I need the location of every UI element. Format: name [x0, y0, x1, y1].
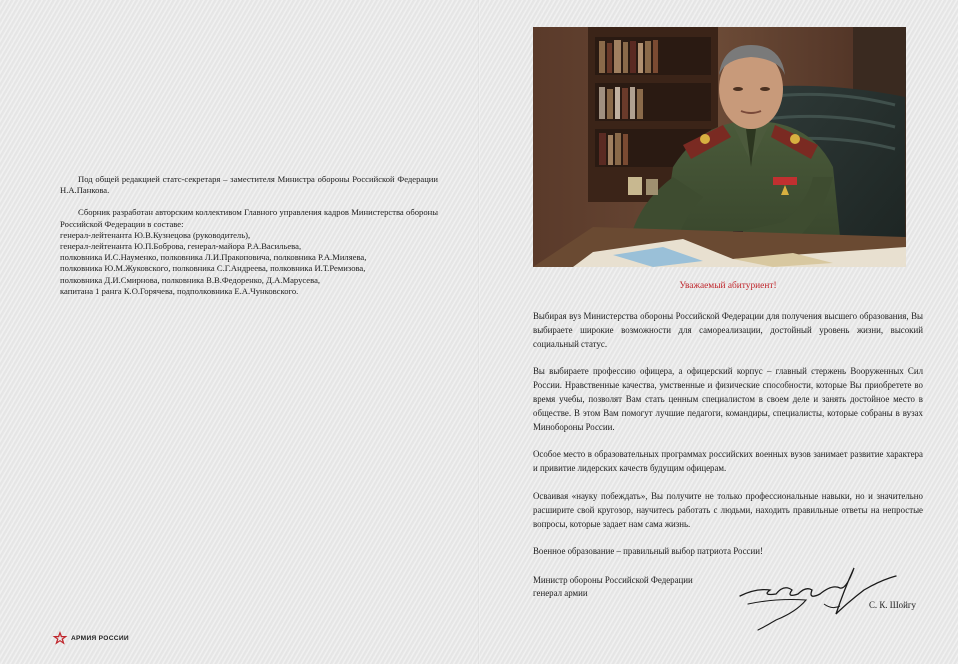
- left-page-credits: [60, 174, 438, 297]
- author-line: генерал-лейтенанта Ю.В.Кузнецова (руководитель),: [60, 229, 251, 240]
- author-line: полковника И.С.Науменко, полковника Л.И.Пракоповича, полковника Р.А.Миляева,: [60, 252, 367, 263]
- signatory-rank: генерал армии: [533, 587, 588, 598]
- authors-intro: Сборник разработан авторским коллективом Главного управления кадров Министерства обороны Российской Федерации в составе:: [60, 207, 438, 229]
- author-line: полковника Д.И.Смирнова, полковника В.В.Федоренко, Д.А.Марусева,: [60, 274, 321, 285]
- author-line: капитана 1 ранга К.О.Горячева, подполковника Е.А.Чунковского.: [60, 285, 299, 296]
- signatory-name: С. К. Шойгу: [869, 600, 916, 610]
- signatory-position: Министр обороны Российской Федерации: [533, 575, 693, 585]
- signatory-title: [533, 574, 693, 599]
- minister-portrait-photo: [533, 27, 906, 267]
- address-paragraph: Военное образование – правильный выбор патриота России!: [533, 546, 763, 557]
- authors-list: [60, 230, 438, 297]
- logo-text: АРМИЯ РОССИИ: [71, 634, 129, 642]
- author-line: полковника Ю.М.Жуковского, полковника С.Г.Андреева, полковника И.Т.Ремизова,: [60, 263, 366, 274]
- army-russia-logo: [52, 630, 129, 646]
- address-body: [533, 310, 923, 573]
- author-line: генерал-лейтенанта Ю.П.Боброва, генерал-майора Р.А.Васильева,: [60, 241, 302, 252]
- address-paragraph: Выбирая вуз Министерства обороны Российской Федерации для получения высшего образования, Вы выбираете широкие возможности для самореализации, достойный уровень жизни, высокий социальный статус.: [533, 311, 923, 349]
- address-paragraph: Особое место в образовательных программах российских военных вузов занимает развитие характера и привитие лидерских качеств будущим офицерам.: [533, 449, 923, 474]
- greeting-heading: Уважаемый абитуриент!: [679, 281, 777, 291]
- address-paragraph: Осваивая «науку побеждать», Вы получите не только профессиональные навыки, но и значительно расширите свой кругозор, научитесь работать с людьми, находить правильные ответы на непростые вопросы, которые задает нам сама жизнь.: [533, 490, 923, 529]
- editorial-note: Под общей редакцией статс-секретаря – заместителя Министра обороны Российской Федерации Н.А.Панкова.: [60, 174, 438, 196]
- address-paragraph: Вы выбираете профессию офицера, а офицерский корпус – главный стержень Вооруженных Сил России. Нравственные качества, умственные и физические способности, которые Вы приобретете во время учебы, позволят Вам стать ценным специалистом в своем деле и занять достойное место в обществе. В этом Вам помогут лучшие педагоги, командиры, специалисты, которые собраны в вузах Минобороны России.: [533, 366, 923, 432]
- spread-divider: [478, 0, 480, 664]
- star-icon: [52, 631, 68, 645]
